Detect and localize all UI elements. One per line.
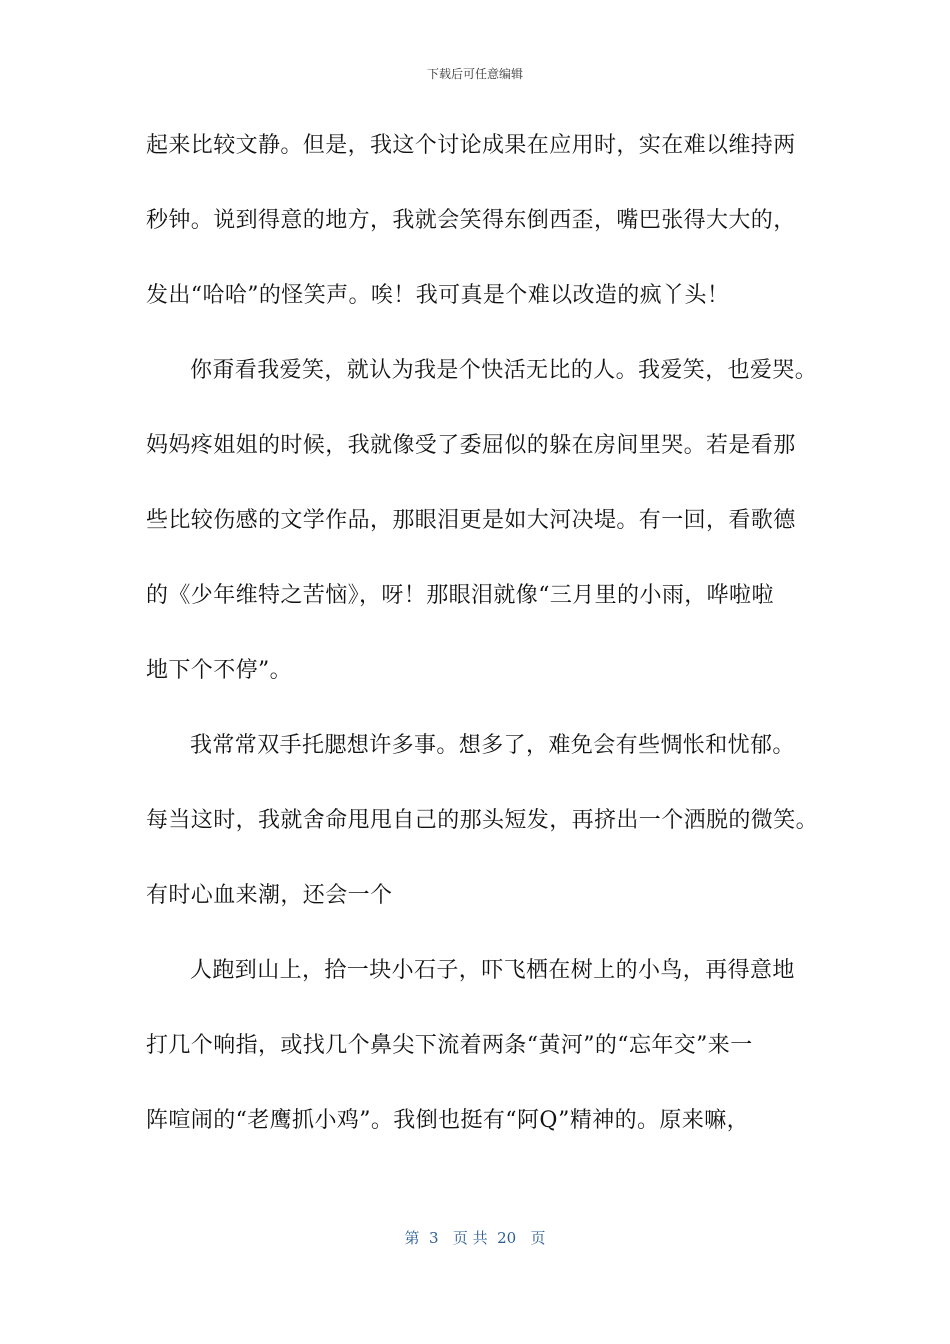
text-line: 妈妈疼姐姐的时候，我就像受了委屈似的躲在房间里哭。若是看那 bbox=[146, 433, 796, 458]
text-line: 打几个响指，或找几个鼻尖下流着两条“黄河”的“忘年交”来一 bbox=[146, 1033, 753, 1058]
page-number-footer: 第 3 页 共 20 页 bbox=[404, 1229, 546, 1247]
paragraph-first-line: 人跑到山上，拾一块小石子，吓飞栖在树上的小鸟，再得意地 bbox=[190, 958, 795, 983]
page-header: 下载后可任意编辑 bbox=[426, 67, 523, 81]
paragraph-first-line: 你甭看我爱笑，就认为我是个快活无比的人。我爱笑，也爱哭。 bbox=[190, 358, 818, 383]
text-line: 地下个不停”。 bbox=[146, 658, 293, 683]
text-line: 的《少年维特之苦恼》，呀！那眼泪就像“三月里的小雨，哗啦啦 bbox=[146, 583, 774, 608]
document-body bbox=[146, 120, 819, 1170]
text-line: 些比较伤感的文学作品，那眼泪更是如大河决堤。有一回，看歌德 bbox=[146, 508, 796, 533]
text-line: 起来比较文静。但是，我这个讨论成果在应用时，实在难以维持两 bbox=[146, 133, 796, 158]
text-line: 有时心血来潮，还会一个 bbox=[146, 883, 393, 908]
text-line: 阵喧闹的“老鹰抓小鸡”。我倒也挺有“阿Q”精神的。原来嘛， bbox=[146, 1108, 750, 1133]
paragraph-first-line: 我常常双手托腮想许多事。想多了，难免会有些惆怅和忧郁。 bbox=[190, 733, 795, 758]
text-line: 发出“哈哈”的怪笑声。唉！我可真是个难以改造的疯丫头！ bbox=[146, 283, 730, 308]
text-line: 秒钟。说到得意的地方，我就会笑得东倒西歪，嘴巴张得大大的， bbox=[146, 208, 796, 233]
text-line: 每当这时，我就舍命甩甩自己的那头短发，再挤出一个洒脱的微笑。 bbox=[146, 808, 819, 833]
